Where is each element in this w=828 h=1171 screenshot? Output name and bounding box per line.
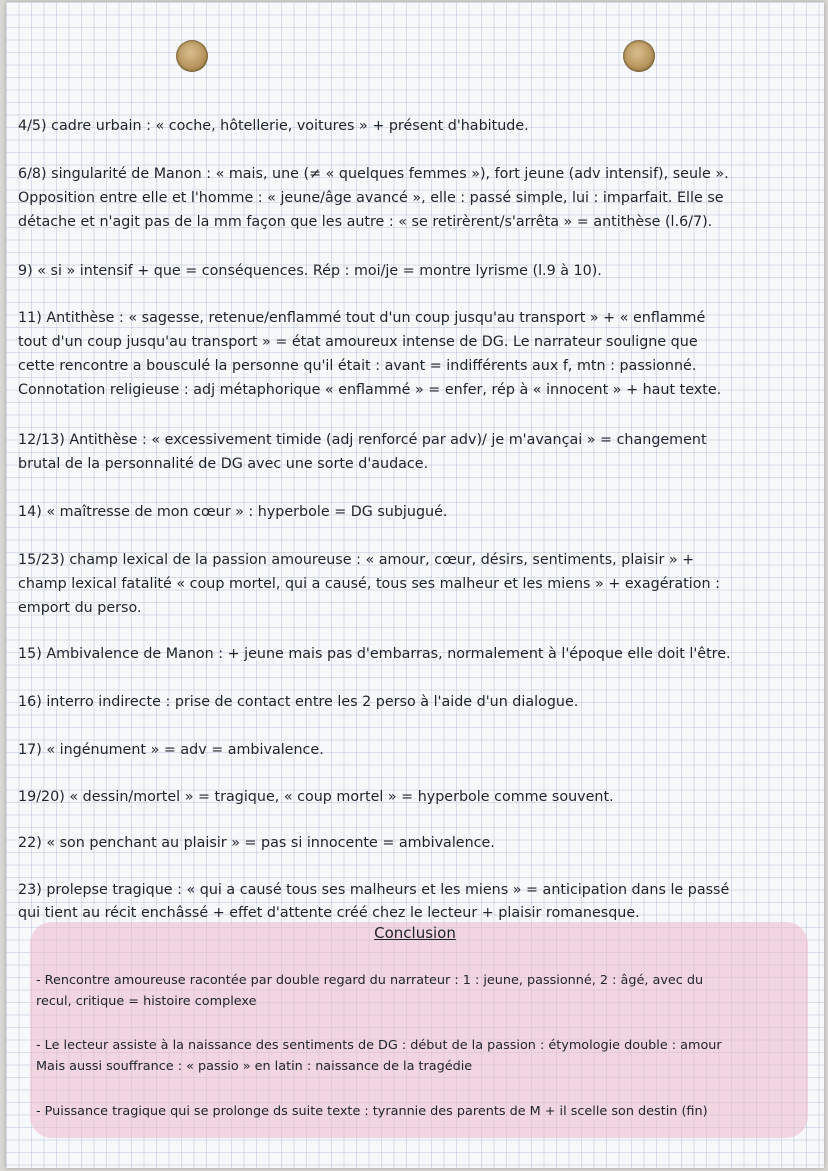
grid-paper-sheet (6, 2, 824, 1168)
conclusion-line: recul, critique = histoire complexe (36, 994, 257, 1009)
conclusion-title: Conclusion (374, 924, 456, 942)
conclusion-line: - Puissance tragique qui se prolonge ds suite texte : tyrannie des parents de M + il scelle son destin (fin) (36, 1104, 708, 1119)
note-line: qui tient au récit enchâssé + effet d'attente créé chez le lecteur + plaisir romanesque. (18, 905, 640, 921)
conclusion-line: - Rencontre amoureuse racontée par double regard du narrateur : 1 : jeune, passionné, 2 : âgé, avec du (36, 973, 704, 988)
note-line: tout d'un coup jusqu'au transport » = état amoureux intense de DG. Le narrateur souligne que (18, 334, 698, 350)
note-line: 15) Ambivalence de Manon : + jeune mais pas d'embarras, normalement à l'époque elle doit l'être. (18, 646, 731, 662)
conclusion-line: Mais aussi souffrance : « passio » en latin : naissance de la tragédie (36, 1059, 473, 1074)
note-line: 15/23) champ lexical de la passion amoureuse : « amour, cœur, désirs, sentiments, plaisir » + (18, 552, 695, 568)
note-line: cette rencontre a bousculé la personne qu'il était : avant = indifférents aux f, mtn : passionné. (18, 358, 697, 374)
note-line: 4/5) cadre urbain : « coche, hôtellerie, voitures » + présent d'habitude. (18, 118, 529, 134)
note-line: 17) « ingénument » = adv = ambivalence. (18, 742, 324, 758)
punch-hole-left (176, 40, 208, 72)
note-line: emport du perso. (18, 600, 142, 616)
punch-hole-right (623, 40, 655, 72)
note-line: brutal de la personnalité de DG avec une sorte d'audace. (18, 456, 429, 472)
note-line: champ lexical fatalité « coup mortel, qui a causé, tous ses malheur et les miens » + exagération : (18, 576, 720, 592)
note-line: 14) « maîtresse de mon cœur » : hyperbole = DG subjugué. (18, 504, 448, 520)
note-line: détache et n'agit pas de la mm façon que les autre : « se retirèrent/s'arrêta » = antithèse (l.6/7). (18, 214, 713, 230)
note-line: 16) interro indirecte : prise de contact entre les 2 perso à l'aide d'un dialogue. (18, 694, 579, 710)
note-line: 12/13) Antithèse : « excessivement timide (adj renforcé par adv)/ je m'avançai » = changement (18, 432, 707, 448)
note-line: 19/20) « dessin/mortel » = tragique, « coup mortel » = hyperbole comme souvent. (18, 789, 614, 805)
conclusion-line: - Le lecteur assiste à la naissance des sentiments de DG : début de la passion : étymologie double : amour (36, 1038, 722, 1053)
note-line: Opposition entre elle et l'homme : « jeune/âge avancé », elle : passé simple, lui : imparfait. Elle se (18, 190, 724, 206)
note-line: 9) « si » intensif + que = conséquences. Rép : moi/je = montre lyrisme (l.9 à 10). (18, 263, 602, 279)
note-line: 6/8) singularité de Manon : « mais, une (≠ « quelques femmes »), fort jeune (adv intensif), seule ». (18, 166, 729, 182)
note-line: 11) Antithèse : « sagesse, retenue/enflammé tout d'un coup jusqu'au transport » + « enflammé (18, 310, 706, 326)
note-line: 23) prolepse tragique : « qui a causé tous ses malheurs et les miens » = anticipation dans le passé (18, 882, 730, 898)
note-line: 22) « son penchant au plaisir » = pas si innocente = ambivalence. (18, 835, 495, 851)
note-line: Connotation religieuse : adj métaphorique « enflammé » = enfer, rép à « innocent » + haut texte. (18, 382, 722, 398)
